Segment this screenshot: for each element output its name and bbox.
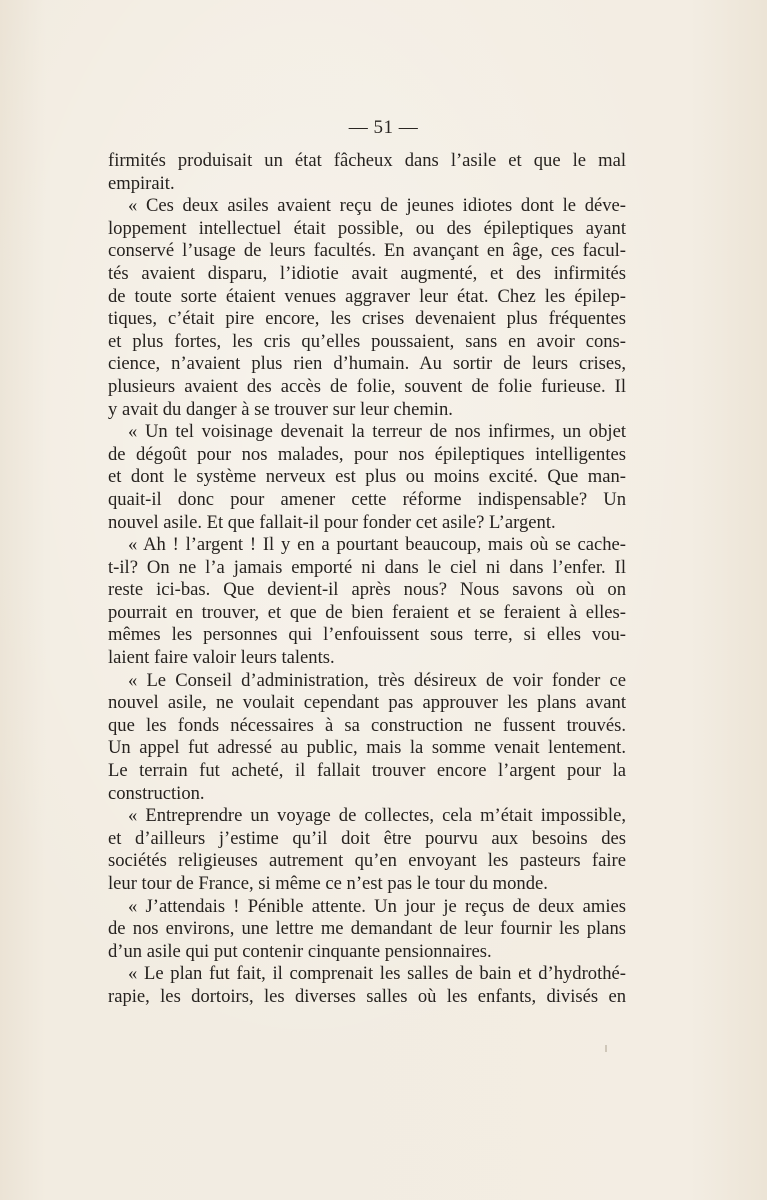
text-line: tiques, c’était pire encore, les crises devenaient plus fréquentes bbox=[108, 308, 626, 330]
text-line: tés avaient disparu, l’idiotie avait augmenté, et des infirmités bbox=[108, 262, 626, 284]
text-line: pourrait en trouver, et que de bien feraient et se feraient à elles- bbox=[108, 601, 626, 623]
text-line: et dont le système nerveux est plus ou moins excité. Que man- bbox=[108, 466, 626, 488]
text-line: de dégoût pour nos malades, pour nos épileptiques intelligentes bbox=[108, 443, 626, 465]
text-line: d’un asile qui put contenir cinquante pensionnaires. bbox=[108, 940, 492, 962]
text-line: « J’attendais ! Pénible attente. Un jour je reçus de deux amies bbox=[128, 895, 626, 917]
text-line: quait-il donc pour amener cette réforme indispensable? Un bbox=[108, 488, 626, 510]
text-line: rapie, les dortoirs, les diverses salles où les enfants, divisés en bbox=[108, 985, 626, 1007]
page-number: — 51 — bbox=[348, 117, 419, 138]
text-line: nouvel asile, ne voulait cependant pas approuver les plans avant bbox=[108, 692, 626, 714]
text-line: « Un tel voisinage devenait la terreur de nos infirmes, un objet bbox=[128, 421, 626, 443]
text-line: « Ces deux asiles avaient reçu de jeunes idiotes dont le déve- bbox=[128, 195, 626, 217]
text-line: mêmes les personnes qui l’enfouissent sous terre, si elles vou- bbox=[108, 624, 626, 646]
text-line: t-il? On ne l’a jamais emporté ni dans le ciel ni dans l’enfer. Il bbox=[108, 556, 626, 578]
text-line: de toute sorte étaient venues aggraver leur état. Chez les épilep- bbox=[108, 285, 626, 307]
text-line: sociétés religieuses autrement qu’en envoyant les pasteurs faire bbox=[108, 850, 626, 872]
text-line: de nos environs, une lettre me demandant de leur fournir les plans bbox=[108, 918, 626, 940]
text-line: conservé l’usage de leurs facultés. En avançant en âge, ces facul- bbox=[108, 240, 626, 262]
text-line: empirait. bbox=[108, 172, 175, 194]
text-line: que les fonds nécessaires à sa construction ne fussent trouvés. bbox=[108, 714, 626, 736]
text-line: nouvel asile. Et que fallait-il pour fonder cet asile? L’argent. bbox=[108, 511, 556, 533]
text-line: « Entreprendre un voyage de collectes, cela m’était impossible, bbox=[128, 805, 626, 827]
text-line: reste ici-bas. Que devient-il après nous? Nous savons où on bbox=[108, 579, 626, 601]
text-line: leur tour de France, si même ce n’est pas le tour du monde. bbox=[108, 873, 548, 894]
text-line: Le terrain fut acheté, il fallait trouver encore l’argent pour la bbox=[108, 760, 626, 782]
text-line: plusieurs avaient des accès de folie, souvent de folie furieuse. Il bbox=[108, 375, 626, 397]
text-line: y avait du danger à se trouver sur leur chemin. bbox=[108, 398, 453, 420]
body-text bbox=[108, 150, 626, 1009]
text-line: Un appel fut adressé au public, mais la somme venait lentement. bbox=[108, 737, 626, 759]
text-line: « Le Conseil d’administration, très désireux de voir fonder ce bbox=[128, 669, 626, 691]
text-line: construction. bbox=[108, 782, 205, 804]
text-line: laient faire valoir leurs talents. bbox=[108, 647, 335, 669]
text-line: firmités produisait un état fâcheux dans l’asile et que le mal bbox=[108, 150, 626, 171]
text-line: « Le plan fut fait, il comprenait les salles de bain et d’hydrothé- bbox=[128, 963, 626, 985]
text-line: et plus fortes, les cris qu’elles poussaient, sans en avoir cons- bbox=[108, 330, 626, 352]
text-line: « Ah ! l’argent ! Il y en a pourtant beaucoup, mais où se cache- bbox=[128, 534, 626, 556]
text-line: et d’ailleurs j’estime qu’il doit être pourvu aux besoins des bbox=[108, 827, 626, 849]
text-line: cience, n’avaient plus rien d’humain. Au sortir de leurs crises, bbox=[108, 353, 626, 375]
text-line: loppement intellectuel était possible, ou des épileptiques ayant bbox=[108, 217, 626, 239]
paper-speck bbox=[605, 1045, 607, 1052]
